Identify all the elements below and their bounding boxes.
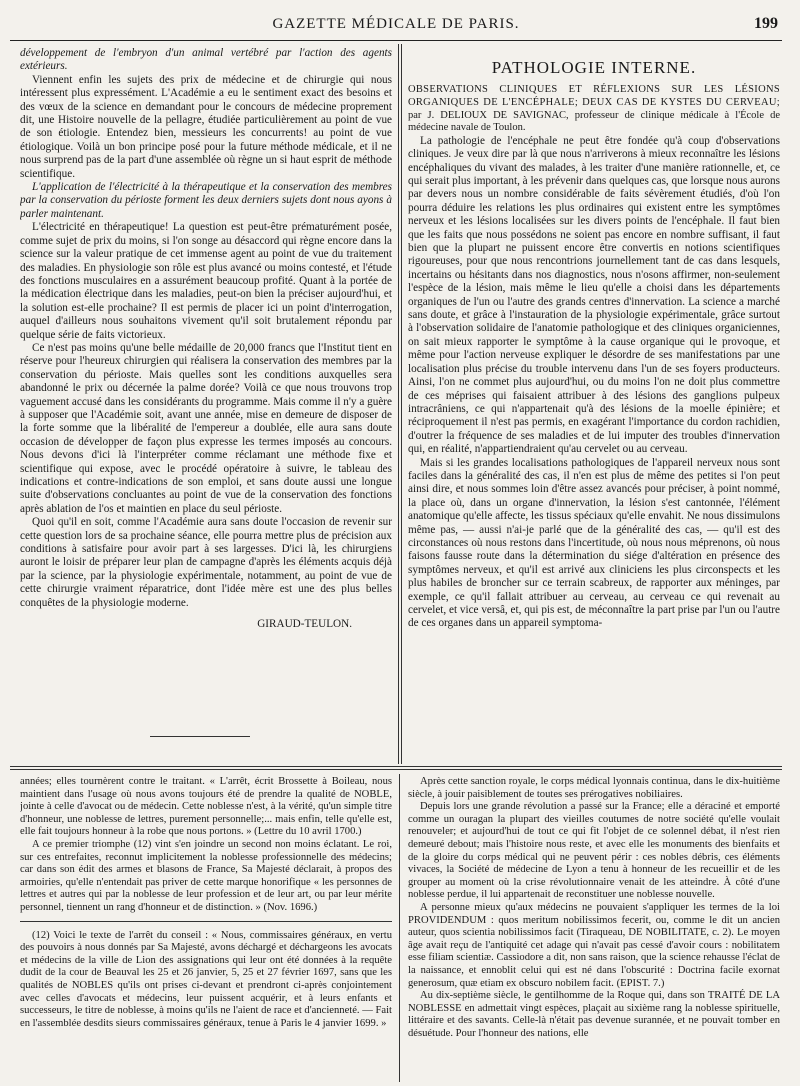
left-paragraph-4: Ce n'est pas moins qu'une belle médaille de 20,000 francs que l'Institut tient en réserve pour l'heureux chirurgien qui réalisera la conservation des membres par la conservation du périoste. Mais quelles sont les conditions auxquelles sera abandonné le prix ou décernée la palme dorée? Voilà ce que nous trouvons trop vaguement accusé dans les considérants du programme. Mais comme il n'y a guère à supposer que l'Académie soit, avant une année, mise en demeure de disposer de la forte somme que la libéralité de l'empereur a doublée, elle aura sans doute occasion de développer de façon plus expresse les termes imposés au concours. Nous devons d'ici là l'interpréter comme réclamant une méthode fixe et scientifique qui expose, avec le procédé opératoire à suivre, le tableau des indications et contre-indications de son emploi, et sans doute aussi une longue suite d'observations concluantes au point de vue de la conservation des fonctions après ablation de l'os et maintien en place du seul périoste. xyxy=(20,341,392,515)
article-heading-caps: OBSERVATIONS CLINIQUES ET RÉFLEXIONS SUR LES LÉSIONS ORGANIQUES DE L'ENCÉPHALE; DEUX CAS DE KYSTES DU CERVEAU; xyxy=(408,84,780,108)
column-divider-double xyxy=(401,44,402,764)
bottom-right-paragraph-3: Au dix-septième siècle, le gentilhomme de la Roque qui, dans son TRAITÉ DE LA NOBLESSE en admettait vingt espèces, plaçait au sixième rang la noblesse spirituelle, littéraire et des savants. Celle-là n'était pas devenue surannée, et ne pouvait tomber en désuétude. Pour l'honneur des nations, elle xyxy=(408,990,780,1039)
end-of-article-rule xyxy=(150,736,250,737)
right-paragraph-1: Mais si les grandes localisations pathologiques de l'appareil nerveux nous sont faciles dans la généralité des cas, il n'en est plus de même des petites si l'on peut ainsi dire, et nous sommes loin d'être assez avancés pour préciser, à point nommé, la place où, dans un organe d'innervation, la lésion s'est cantonnée, l'élément anatomique qu'elle affecte, les tissus spéciaux qu'elle envahit. Ne nous dissimulons même pas, — aussi n'ai-je parlé que de la généralité des cas, — qu'il est des circonstances où nous restons dans l'incertitude, où nous nous méprenons, où nous faisons fausse route dans la détermination du siége d'altération en présence des symptômes nerveux, et qu'il est arrivé aux cliniciens les plus circonspects et les plus habiles de broncher sur ce terrain scabreux, de rapporter aux méninges, par exemple, ce qu'il fallait attribuer au cerveau, au cerveau ce qui revenait au cervelet, et vice versâ, et, qui pis est, de méconnaître la part prise par l'un ou l'autre de ces organes dans un appareil symptoma- xyxy=(408,456,780,630)
journal-title: GAZETTE MÉDICALE DE PARIS. xyxy=(272,16,520,32)
bottom-column-divider xyxy=(399,774,400,1082)
feuilleton-separator xyxy=(10,766,782,767)
column-divider xyxy=(398,44,399,764)
bottom-right-paragraph-2: A personne mieux qu'aux médecins ne pouvaient s'appliquer les termes de la loi PROVIDENDUM : quos meritum nobilissimos fecerit, ou, comme le dit un ancien auteur, quos scientia nobilissimos facit (Tiraqueau, DE NOBILITATE, c. 2). Le moyen âge avait reçu de l'antiquité cet adage qui n'avait pas cessé d'avoir cours : nobilitatem esse filiam scientiæ. Cassiodore a dit, non sans raison, que la science rehausse l'éclat de la naissance, et ennoblit celui qui est né dans l'obscurité : Doctrina facile exornat generosum, quæ etiam ex obscuro nobilem facit. (EPIST. 7.) xyxy=(408,901,780,989)
left-paragraph-3: L'électricité en thérapeutique! La question est peut-être prématurément posée, comme sujet de prix du moins, si l'on songe au désaccord qui règne encore dans la science sur la valeur pratique de cet immense agent au point de vue du traitement des maladies. En physiologie son rôle est plus avancé ou moins contesté, et l'étude des fonctions musculaires en a assurément beaucoup profité. Quant à la portée de la médication électrique dans les maladies, peut-on bien la préciser aujourd'hui, et la solution est-elle prochaine? Il est permis de placer ici un point d'interrogation, auquel d'ailleurs nous souhaitons vivement qu'il soit brutalement répondu par quelque série de faits victorieux. xyxy=(20,221,392,341)
bottom-left-column xyxy=(20,776,392,1081)
feuilleton-separator-double xyxy=(10,769,782,770)
bottom-right-paragraph-0: Après cette sanction royale, le corps médical lyonnais continua, dans le dix-huitième siècle, à jouir paisiblement de toutes ses prérogatives nobiliaires. xyxy=(408,776,780,800)
left-paragraph-2: L'application de l'électricité à la thérapeutique et la conservation des membres par la conservation du périoste forment les deux derniers sujets dont nous ayons à parler maintenant. xyxy=(20,181,392,220)
left-paragraph-0: développement de l'embryon d'un animal vertébré par l'action des agents extérieurs. xyxy=(20,47,392,73)
page-header xyxy=(10,14,782,41)
section-title: PATHOLOGIE INTERNE. xyxy=(491,58,697,77)
right-paragraph-0: La pathologie de l'encéphale ne peut être fondée qu'à coup d'observations cliniques. Je veux dire par là que nous n'arriverons à mieux reconnaître les lésions encéphaliques du vivant des malades, à les traiter d'une manière rationnelle, et, ce qui serait plus important, à les prévenir dans quelques cas, que lorsque nous aurons par devers nous un nombre considérable de faits sévèrement étudiés, d'où l'on pourra déduire les relations les plus ordinaires qui existent entre les symptômes nerveux et les lésions localisées sur les divers points de l'encéphale. Il faut bien que les faits que nous possédons ne soient pas encore en nombre suffisant, il faut bien que la plupart ne puissent encore être convertis en notions scientifiques rigoureuses, pour que nous rencontrions journellement tant de cas dans lesquels, incertains ou hésitants dans nos diagnostics, nous n'osons affirmer, non-seulement l'espèce de la lésion, mais même le lieu qu'elle a choisi dans les départements organiques de l'un ou l'autre des grands centres d'innervation. La science a marché sans doute, et grâce à l'instauration de la physiologie expérimentale, grâce surtout à l'observation solidaire de l'anatomie pathologique et des cliniques organiciennes, on sait mieux rapporter le symptôme à la cause organique qui le provoque, et même pour l'action nerveuse expliquer le désordre de ses manifestations par une localisation plus précise du trouble intervenu dans l'un de ses foyers producteurs. Ainsi, l'on ne commet plus aujourd'hui, ou du moins l'on ne doit plus commettre de ces méprises qui faisaient attribuer à des lésions des ganglions pulpeux intracrâniens, ce qui n'appartenait qu'à des lésions de la moelle épinière; et réciproquement il n'est pas permis, en exagérant l'importance du cordon rachidien, d'outrer la fréquence de ses maladies et de lui imputer des troubles d'innervation qui, en réalité, n'appartiendraient qu'au cervelet ou au cerveau. xyxy=(408,134,780,456)
right-column xyxy=(408,47,780,757)
footnote-rule xyxy=(20,921,392,922)
bottom-right-column xyxy=(408,776,780,1081)
left-paragraph-1: Viennent enfin les sujets des prix de médecine et de chirurgie qui nous intéressent plus expressément. L'Académie a eu le sentiment exact des besoins et des vœux de la science en demandant pour le concours de médecine proprement dit, une Histoire nouvelle de la pellagre, étudiée particulièrement au point de vue de son étiologie. Entendez bien, messieurs les concurrents! au point de vue étiologique. Voilà un bon principe posé pour la future méthode médicale, et il ne nous surprend pas de la part d'une assemblée où règne un si haut esprit de méthode scientifique. xyxy=(20,73,392,180)
bottom-left-paragraph-0: années; elles tournèrent contre le traitant. « L'arrêt, écrit Brossette à Boileau, nous maintient dans l'usage où nous avons toujours été de prendre la qualité de NOBLE, jointe à celle d'avocat ou de médecin. Cette noblesse n'est, à la vérité, qu'un simple titre d'honneur, une noblesse de lettres, purement personnelle;... mais enfin, telle qu'elle est, elle fait toujours honneur à la robe que nous portons. » (Lettre du 10 avril 1700.) xyxy=(20,776,392,838)
left-column xyxy=(20,47,392,737)
article-heading xyxy=(408,84,780,134)
bottom-right-paragraph-1: Depuis lors une grande révolution a passé sur la France; elle a déraciné et emporté comme un ouragan la plupart des vieilles coutumes de notre société qu'elle voulait renouveler; et aujourd'hui de tout ce qui fit l'objet de ce solennel débat, il n'est rien demeuré debout; mais l'histoire nous reste, et avec elle les monuments des bienfaits et de la gloire du corps médical qui ne peuvent périr : ces nobles débris, ces éléments vivaces, la Société de médecine de Lyon a tenu à honneur de les recueillir et de les grouper au moment où la crise révolutionnaire venait de les atteindre. À côté d'une noblesse perdue, il lui appartenait de reconstituer une noblesse nouvelle. xyxy=(408,801,780,901)
left-paragraph-5: Quoi qu'il en soit, comme l'Académie aura sans doute l'occasion de revenir sur cette question lors de sa prochaine séance, elle pourra mettre plus de précision aux conditions à satisfaire pour avoir part à ses largesses. D'ici là, les chirurgiens auront le loisir de préparer leur plan de campagne d'après les éléments acquis déjà par la science, par la physiologie expérimentale, notamment, au point de vue de cette chirurgie vraiment réparatrice, dont l'idée mère est une des plus belles conquêtes de la physiologie moderne. xyxy=(20,516,392,609)
footnote: (12) Voici le texte de l'arrêt du conseil : « Nous, commissaires généraux, en vertu des pouvoirs à nous donnés par Sa Majesté, avons déchargé et déchargeons les avocats et médecins de la ville de Lion des assignations qui leur ont été données à la requête dudit de la cour de Beauval les 25 et 26 janvier, 5, 25 et 27 février 1697, sans que les qualités de NOBLES qu'ils ont prises ci-devant et prendront ci-après conjointement avec celles d'avocats et médecins, leur puissent acquérir, et à leurs enfants et successeurs, le titre de noblesse, à moins qu'ils ne l'aient de race et d'ancienneté. — Fait en l'assemblée desdits sieurs commissaires généraux, tenue à Paris le 4 janvier 1699. » xyxy=(20,929,392,1029)
author-signature: GIRAUD-TEULON. xyxy=(257,618,352,631)
bottom-left-paragraph-1: A ce premier triomphe (12) vint s'en joindre un second non moins éclatant. Le roi, sur ces entrefaites, reconnut implicitement la noblesse professionnelle des médecins; car dans son édit des armes et blasons de France, Sa Majesté déclarait, à propos des armoiries, qu'elle n'entendait pas priver de cette marque honorifique « les personnes de lettres et autres qui par la noblesse de leur profession et de leur art, ou par leur mérite personnel, tiennent un rang d'honneur et de distinction. » (Nov. 1696.) xyxy=(20,838,392,913)
page-number: 199 xyxy=(754,15,778,32)
article-heading-author: par J. DELIOUX DE SAVIGNAC, professeur de clinique médicale à l'École de médecine navale de Toulon. xyxy=(408,109,780,134)
